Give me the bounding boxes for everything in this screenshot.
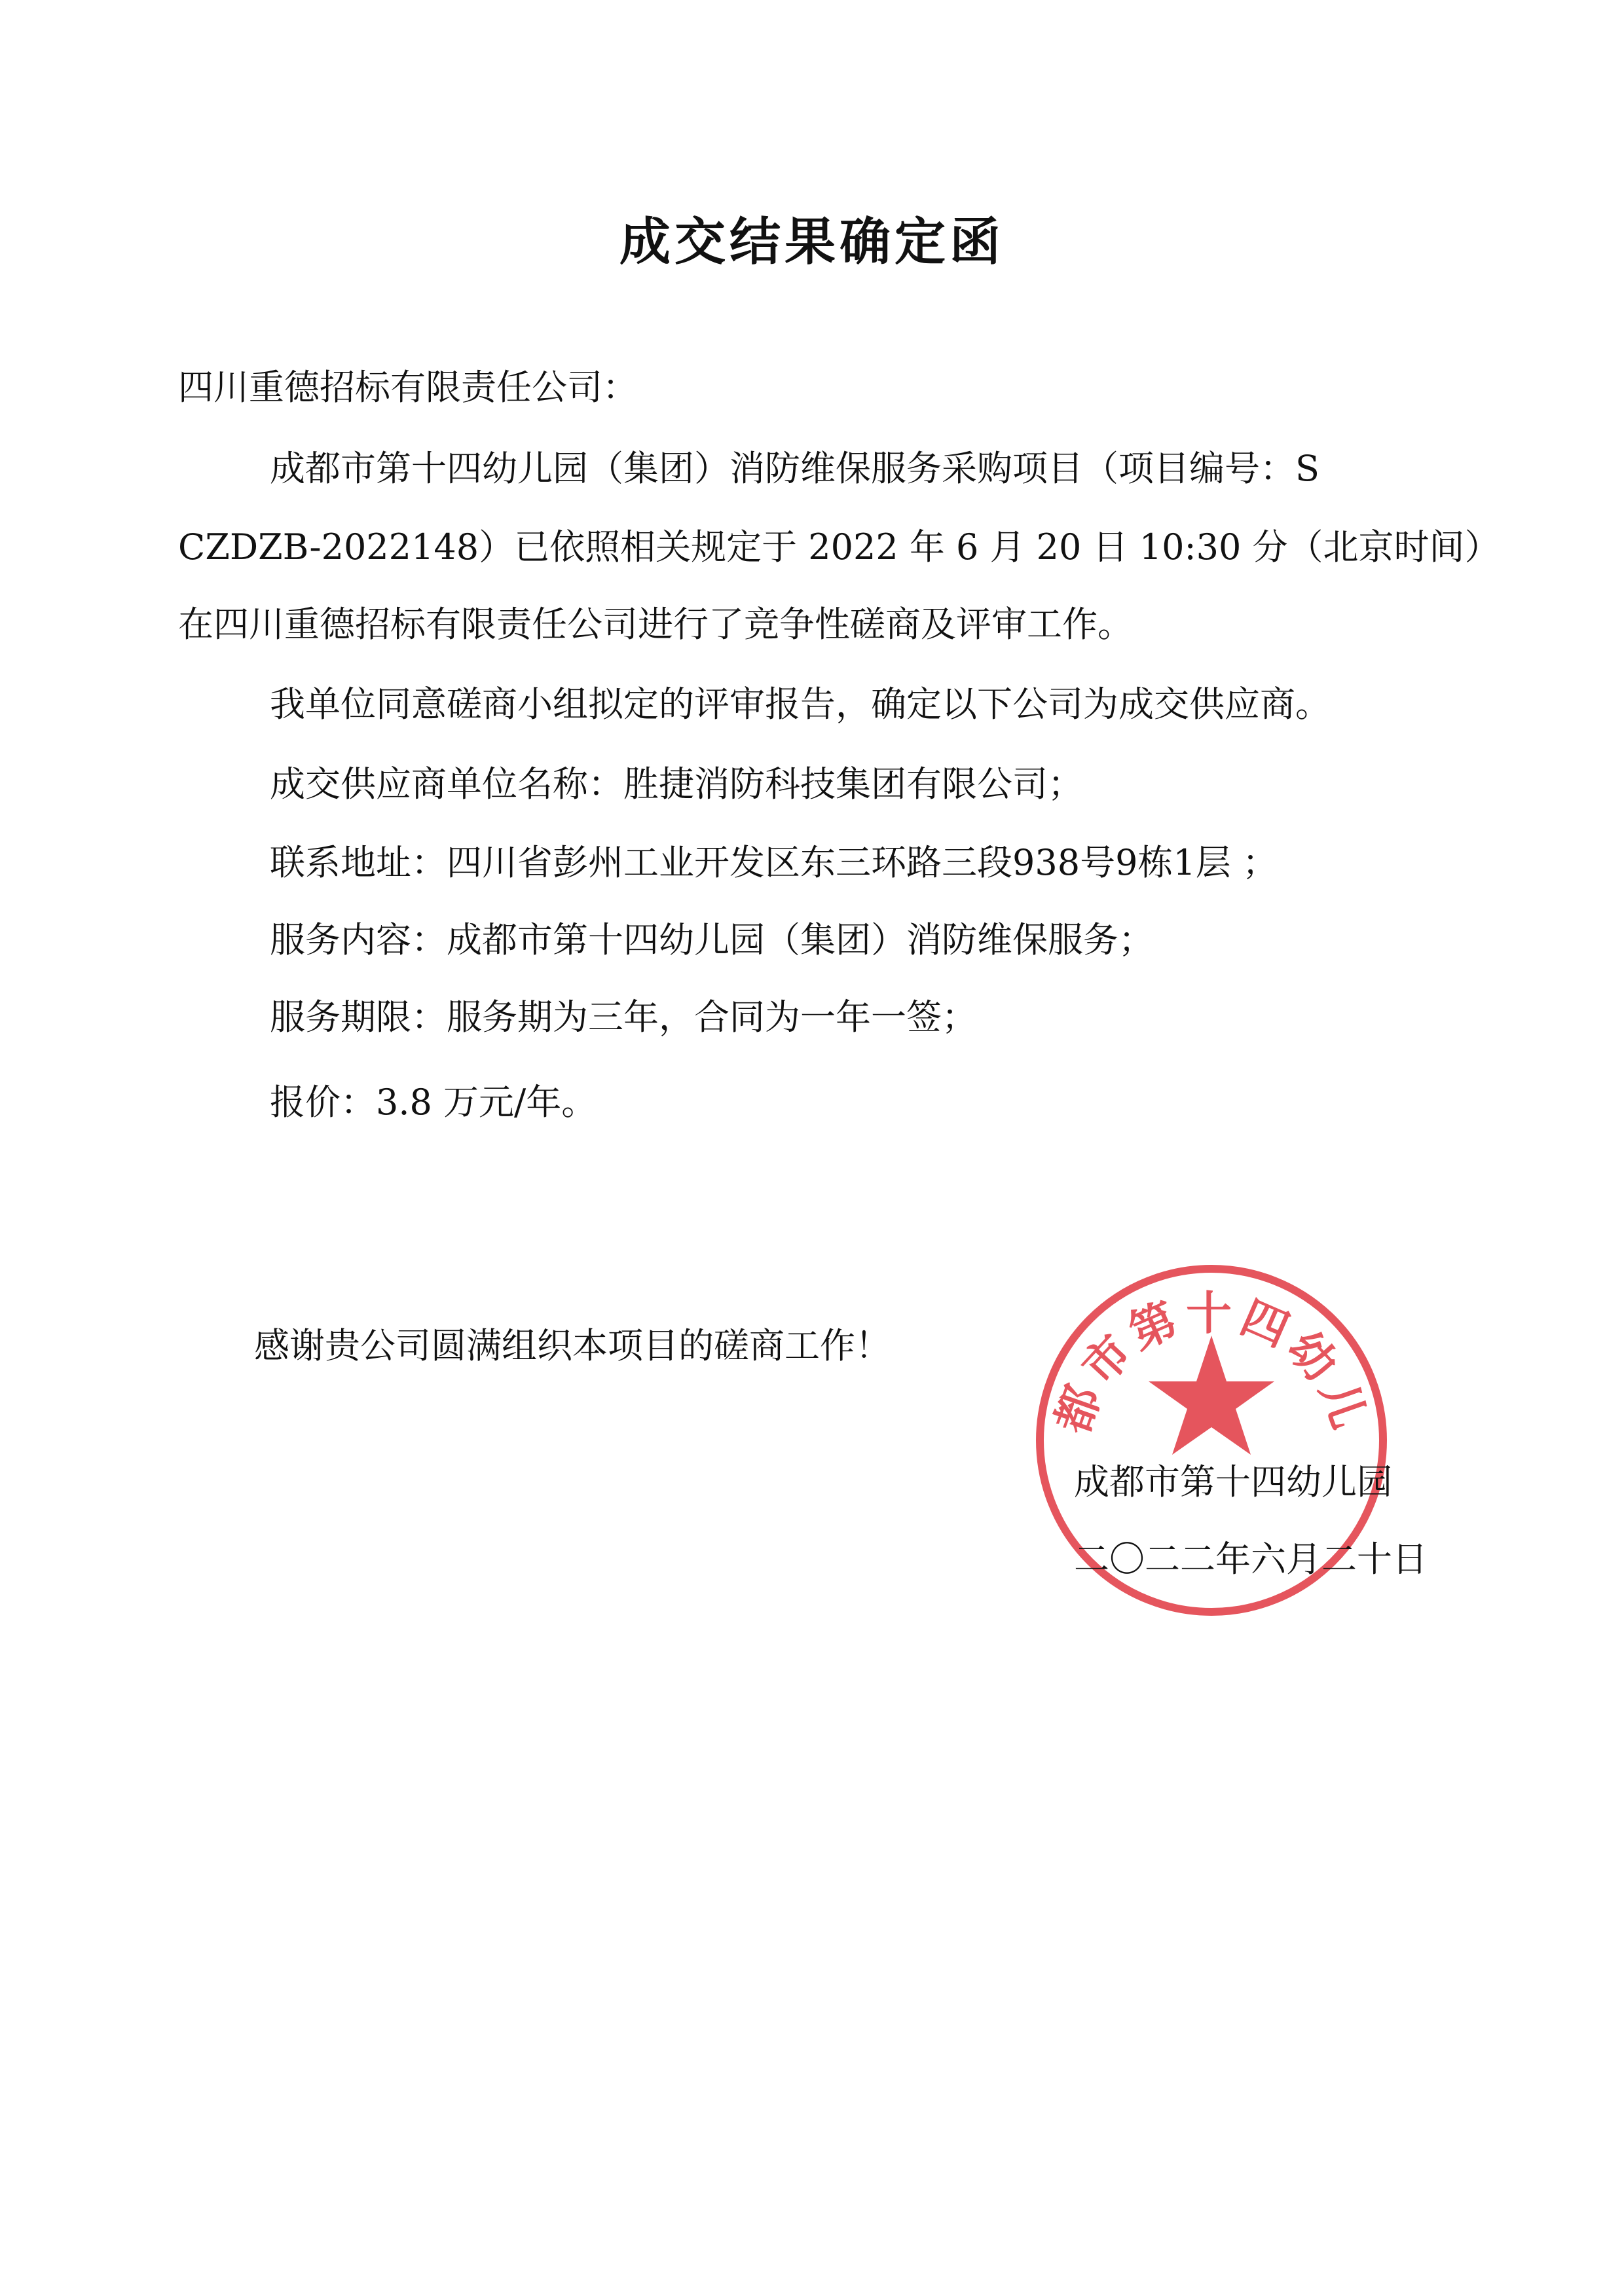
seal-text: 都市第十四幼儿: [1045, 1286, 1378, 1440]
paragraph-1-line-3: 在四川重德招标有限责任公司进行了竞争性磋商及评审工作。: [178, 604, 1133, 645]
contact-address: 联系地址：四川省彭州工业开发区东三环路三段938号9栋1层 ；: [270, 842, 1278, 883]
service-term: 服务期限：服务期为三年，合同为一年一签；: [270, 996, 977, 1038]
paragraph-1-line-1: 成都市第十四幼儿园（集团）消防维保服务采购项目（项目编号：S: [270, 448, 1320, 489]
signature-date: 二〇二二年六月二十日: [1074, 1539, 1428, 1580]
paragraph-1-line-2: CZDZB-2022148）已依照相关规定于 2022 年 6 月 20 日 10:30 分（北京时间）: [178, 526, 1500, 568]
thanks-line: 感谢贵公司圆满组织本项目的磋商工作！: [254, 1325, 891, 1366]
document-title: 成交结果确定函: [619, 213, 1005, 272]
supplier-name: 成交供应商单位名称：胜捷消防科技集团有限公司；: [270, 763, 1083, 805]
price: 报价：3.8 万元/年。: [270, 1082, 597, 1123]
service-content: 服务内容：成都市第十四幼儿园（集团）消防维保服务；: [270, 919, 1154, 960]
addressee: 四川重德招标有限责任公司：: [178, 367, 638, 408]
signature-organization: 成都市第十四幼儿园: [1074, 1461, 1392, 1503]
star-icon: [1149, 1336, 1274, 1455]
paragraph-2: 我单位同意磋商小组拟定的评审报告，确定以下公司为成交供应商。: [270, 683, 1331, 725]
